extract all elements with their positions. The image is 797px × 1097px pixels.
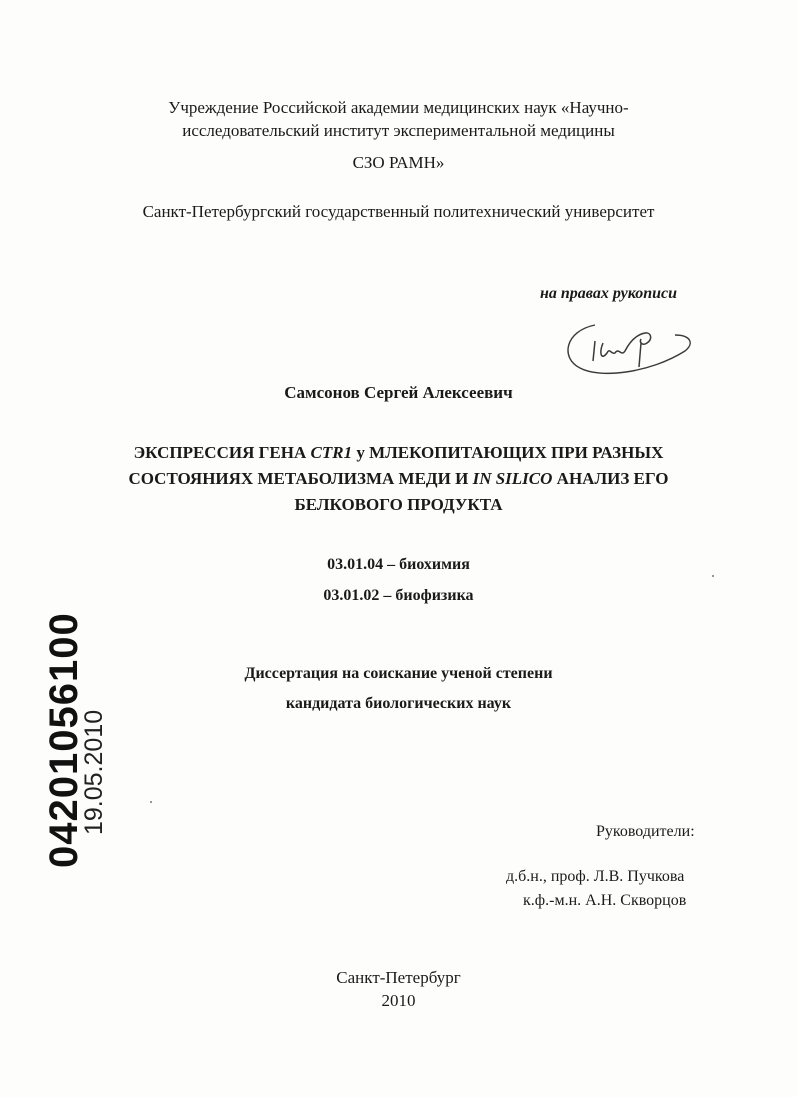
footer-year: 2010 — [381, 991, 416, 1010]
author-name: Самсонов Сергей Алексеевич — [284, 383, 513, 402]
stamp-number: 04201056100 — [42, 612, 86, 868]
thesis-title-line-3: БЕЛКОВОГО ПРОДУКТА — [294, 495, 503, 514]
supervisor-1: д.б.н., проф. Л.В. Пучкова — [506, 868, 685, 885]
gene-name: CTR1 — [310, 443, 353, 462]
dissertation-line-2: кандидата биологических наук — [285, 695, 512, 712]
footer-city: Санкт-Петербург — [336, 968, 461, 987]
signature-text: Шр — [615, 347, 617, 348]
institution-line-3: СЗО РАМН» — [352, 153, 445, 172]
institution-line-1: Учреждение Российской академии медицинских наук «Научно- — [168, 98, 629, 117]
institution-line-2: исследовательский институт экспериментальной медицины — [182, 121, 615, 140]
dissertation-line-1: Диссертация на соискание ученой степени — [244, 665, 553, 682]
stamp-date: 19.05.2010 — [80, 709, 108, 835]
university-name: Санкт-Петербургский государственный политехнический университет — [142, 202, 655, 221]
signature — [555, 313, 705, 383]
specialty-biophysics: 03.01.02 – биофизика — [323, 587, 474, 604]
scan-speck — [712, 575, 714, 577]
supervisors-heading: Руководители: — [596, 823, 695, 840]
thesis-title-line-2: СОСТОЯНИЯХ МЕТАБОЛИЗМА МЕДИ И IN SILICO АНАЛИЗ ЕГО — [128, 469, 669, 488]
thesis-title-line-1: ЭКСПРЕССИЯ ГЕНА CTR1 у МЛЕКОПИТАЮЩИХ ПРИ РАЗНЫХ — [133, 443, 664, 462]
manuscript-note: на правах рукописи — [540, 285, 678, 302]
scan-speck — [150, 801, 152, 803]
supervisor-2: к.ф.-м.н. А.Н. Скворцов — [523, 892, 687, 909]
library-stamp — [4, 612, 108, 870]
in-silico: IN SILICO — [472, 469, 553, 488]
specialty-biochemistry: 03.01.04 – биохимия — [327, 556, 470, 573]
